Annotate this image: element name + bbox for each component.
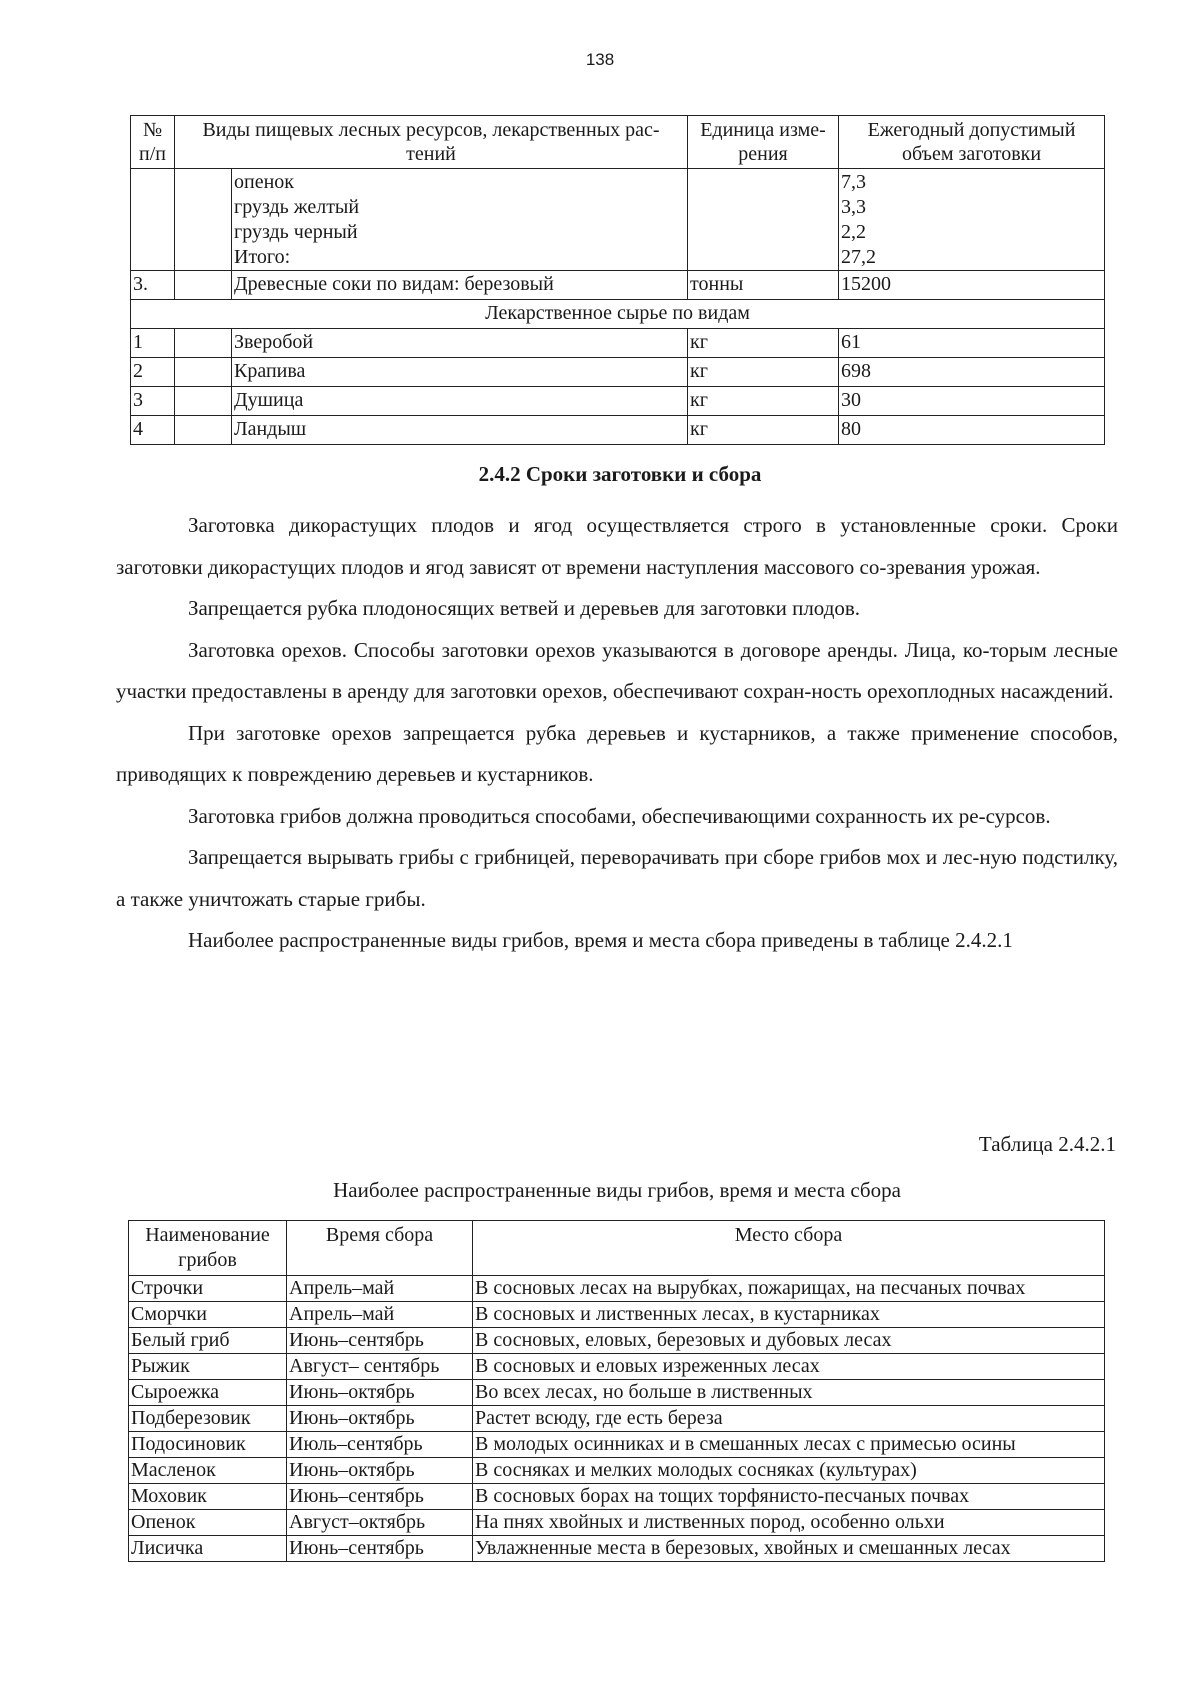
paragraph: Запрещается вырывать грибы с грибницей, переворачивать при сборе грибов мох и лес-ную подстилку, а также уничтожать старые грибы. [116, 845, 1118, 911]
body-text [116, 505, 1118, 962]
paragraph: Наиболее распространенные виды грибов, время и места сбора приведены в таблице 2.4.2.1 [188, 928, 1013, 952]
cell-volume: 30 [839, 387, 1105, 416]
cell-type: Зверобой [232, 329, 688, 358]
paragraph: Запрещается рубка плодоносящих ветвей и деревьев для заготовки плодов. [188, 596, 861, 620]
cell-name: Сыроежка [129, 1380, 287, 1406]
page-number: 138 [585, 50, 615, 69]
paragraph: Заготовка грибов должна проводиться способами, обеспечивающими сохранность их ре-сурсов. [188, 803, 1051, 828]
cell-type-list [232, 169, 688, 271]
paragraph: Заготовка орехов. Способы заготовки орехов указываются в договоре аренды. Лица, ко-торым лесные участки предоставлены в аренду для заготовки орехов, обеспечивают сохран-ность орехоплодных насаждений. [116, 637, 1118, 703]
cell-name: Рыжик [129, 1354, 287, 1380]
cell-name: Строчки [129, 1276, 287, 1302]
cell-name: Подберезовик [129, 1406, 287, 1432]
cell-volume: 698 [839, 358, 1105, 387]
cell-place: Увлажненные места в березовых, хвойных и смешанных лесах [473, 1536, 1105, 1562]
cell-time: Июнь–сентябрь [287, 1536, 473, 1562]
cell-time: Июнь–сентябрь [287, 1484, 473, 1510]
table-number: Таблица 2.4.2.1 [978, 1132, 1116, 1156]
cell-name: Масленок [129, 1458, 287, 1484]
cell-type: Крапива [232, 358, 688, 387]
mushroom-table [128, 1220, 1105, 1562]
cell-type: Ландыш [232, 416, 688, 445]
col-header-place: Место сбора [473, 1221, 1105, 1276]
table-section-row [131, 300, 1105, 329]
cell-indent [175, 416, 232, 445]
cell-type: Древесные соки по видам: березовый [232, 271, 688, 300]
cell-place: Растет всюду, где есть береза [473, 1406, 1105, 1432]
cell-num: 3 [131, 387, 175, 416]
list-item: опенок [234, 171, 294, 193]
cell-indent [175, 387, 232, 416]
cell-time: Август– сентябрь [287, 1354, 473, 1380]
cell-indent [175, 169, 232, 271]
cell-time: Июнь–сентябрь [287, 1328, 473, 1354]
list-item: 2,2 [841, 221, 867, 243]
list-item: 7,3 [841, 171, 867, 193]
cell-name: Опенок [129, 1510, 287, 1536]
resource-volume-table [130, 115, 1105, 445]
list-item: груздь черный [234, 221, 358, 243]
table-row [129, 1458, 1105, 1484]
cell-name: Белый гриб [129, 1328, 287, 1354]
cell-num: 3. [131, 271, 175, 300]
cell-unit [688, 169, 839, 271]
cell-volume: 80 [839, 416, 1105, 445]
cell-place: В сосновых и еловых изреженных лесах [473, 1354, 1105, 1380]
table-row [131, 358, 1105, 387]
paragraph: При заготовке орехов запрещается рубка деревьев и кустарников, а также применение способов, приводящих к повреждению деревьев и кустарников. [116, 720, 1118, 786]
cell-unit: кг [688, 416, 839, 445]
cell-time: Июль–сентябрь [287, 1432, 473, 1458]
cell-place: В сосновых, еловых, березовых и дубовых лесах [473, 1328, 1105, 1354]
table-row [129, 1302, 1105, 1328]
list-item: Итого: [234, 246, 291, 268]
cell-time: Август–октябрь [287, 1510, 473, 1536]
table-row [131, 387, 1105, 416]
cell-volume: 61 [839, 329, 1105, 358]
cell-unit: кг [688, 329, 839, 358]
cell-time: Июнь–октябрь [287, 1380, 473, 1406]
col-header-unit: Единица изме-рения [688, 116, 839, 169]
paragraph: Заготовка дикорастущих плодов и ягод осуществляется строго в установленные сроки. Сроки заготовки дикорастущих плодов и ягод зависят от времени наступления массового со-зревания урожая. [116, 513, 1118, 579]
table-row [129, 1432, 1105, 1458]
col-header-time: Время сбора [287, 1221, 473, 1276]
cell-num: 2 [131, 358, 175, 387]
table-row [129, 1406, 1105, 1432]
col-header-type: Виды пищевых лесных ресурсов, лекарственных рас-тений [175, 116, 688, 169]
cell-num: 4 [131, 416, 175, 445]
table-row [131, 169, 1105, 271]
table-row [129, 1510, 1105, 1536]
list-item: 3,3 [841, 196, 867, 218]
cell-name: Сморчки [129, 1302, 287, 1328]
mushroom-table-body [129, 1276, 1105, 1562]
cell-time: Апрель–май [287, 1276, 473, 1302]
col-header-name: Наименование грибов [129, 1221, 287, 1276]
cell-time: Апрель–май [287, 1302, 473, 1328]
cell-indent [175, 358, 232, 387]
cell-num [131, 169, 175, 271]
table-row [131, 416, 1105, 445]
cell-volume-list [839, 169, 1105, 271]
cell-indent [175, 329, 232, 358]
cell-num: 1 [131, 329, 175, 358]
cell-place: В сосняках и мелких молодых сосняках (культурах) [473, 1458, 1105, 1484]
table-caption: Наиболее распространенные виды грибов, время и места сбора [333, 1178, 901, 1202]
cell-name: Подосиновик [129, 1432, 287, 1458]
table-row [129, 1536, 1105, 1562]
cell-indent [175, 271, 232, 300]
cell-time: Июнь–октябрь [287, 1458, 473, 1484]
table-row [129, 1276, 1105, 1302]
table-row [131, 271, 1105, 300]
table-header-row [131, 116, 1105, 169]
cell-place: Во всех лесах, но больше в лиственных [473, 1380, 1105, 1406]
section-title: Лекарственное сырье по видам [131, 300, 1105, 329]
cell-name: Лисичка [129, 1536, 287, 1562]
table-row [131, 329, 1105, 358]
col-header-num: № п/п [131, 116, 175, 169]
cell-unit: кг [688, 387, 839, 416]
table-row [129, 1354, 1105, 1380]
cell-time: Июнь–октябрь [287, 1406, 473, 1432]
cell-place: В молодых осинниках и в смешанных лесах с примесью осины [473, 1432, 1105, 1458]
cell-place: В сосновых и лиственных лесах, в кустарниках [473, 1302, 1105, 1328]
table-row [129, 1380, 1105, 1406]
cell-unit: кг [688, 358, 839, 387]
table-row [129, 1328, 1105, 1354]
cell-place: В сосновых лесах на вырубках, пожарищах, на песчаных почвах [473, 1276, 1105, 1302]
list-item: 27,2 [841, 246, 877, 268]
section-heading: 2.4.2 Сроки заготовки и сбора [478, 462, 762, 486]
cell-unit: тонны [688, 271, 839, 300]
cell-volume: 15200 [839, 271, 1105, 300]
cell-place: В сосновых борах на тощих торфянисто-песчаных почвах [473, 1484, 1105, 1510]
col-header-volume: Ежегодный допустимый объем заготовки [839, 116, 1105, 169]
cell-place: На пнях хвойных и лиственных пород, особенно ольхи [473, 1510, 1105, 1536]
list-item: груздь желтый [234, 196, 360, 218]
cell-type: Душица [232, 387, 688, 416]
table-header-row [129, 1221, 1105, 1276]
table-row [129, 1484, 1105, 1510]
cell-name: Моховик [129, 1484, 287, 1510]
